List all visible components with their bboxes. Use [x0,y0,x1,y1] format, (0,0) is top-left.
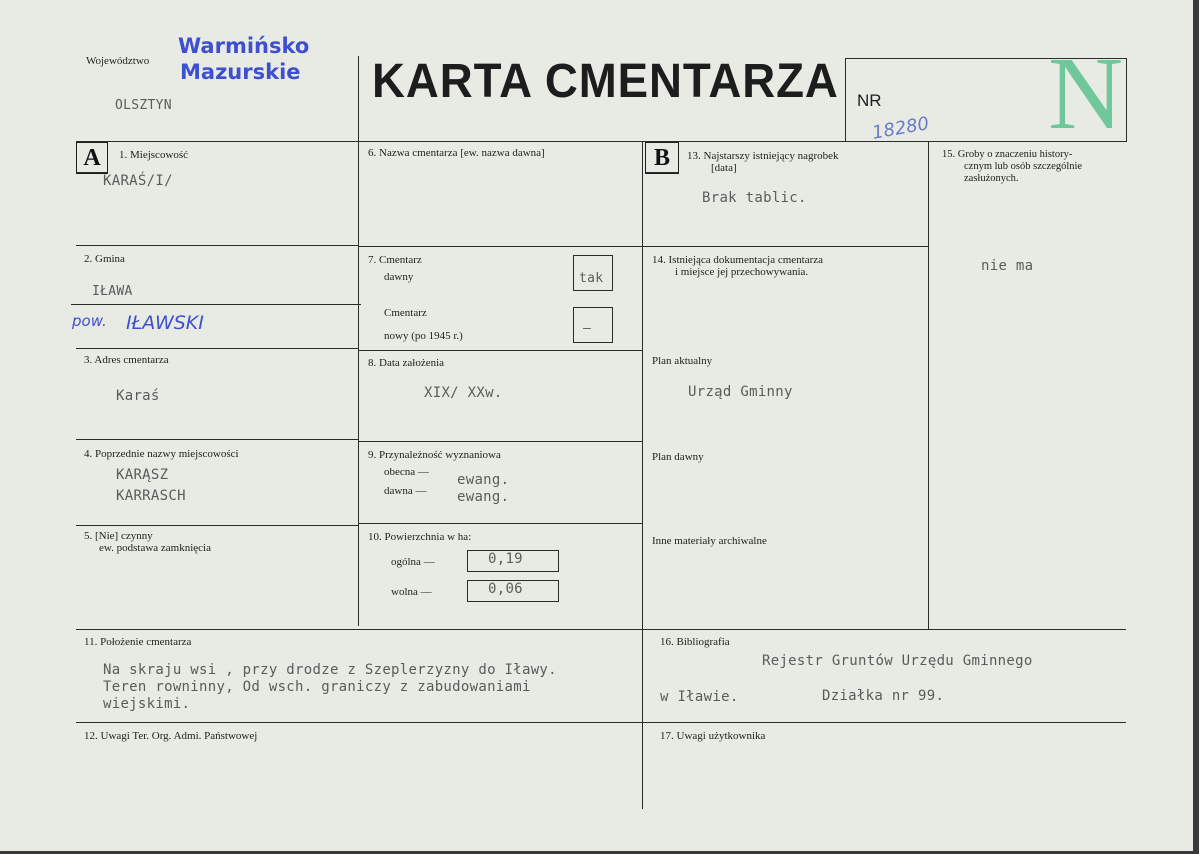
field1-label: 1. Miejscowość [119,149,189,161]
row-line-c1-1 [76,245,358,246]
row-line-c2-1 [358,246,642,247]
field7-label-b2: nowy (po 1945 r.) [384,330,463,342]
field15-label3: zasłużonych. [964,173,1019,184]
field5-label1: 5. [Nie] czynny [84,530,153,542]
row-line-c2-2 [358,350,642,351]
plan-dawny-label: Plan dawny [652,451,704,463]
field9-dawna-value: ewang. [457,489,510,505]
row-line-c1-3 [76,348,358,349]
field10-ogolna-value: 0,19 [488,551,523,567]
field10-ogolna-label: ogólna — [391,556,435,568]
header-divider [76,141,1126,142]
field17-label: 17. Uwagi użytkownika [660,730,766,742]
field13-value: Brak tablic. [702,190,807,206]
field2-pow-prefix: pow. [72,312,107,330]
row-line-c3-1 [642,246,928,247]
row-line-c2-4 [358,523,642,524]
field11-label: 11. Położenie cmentarza [84,636,192,648]
field13-label2: [data] [711,162,737,174]
field2-pow-value: IŁAWSKI [126,312,204,334]
field7-box-b [573,307,613,343]
field7-box-b-value: — [583,321,592,336]
field7-label-a2: dawny [384,271,414,283]
field11-line2: Teren rowninny, Od wsch. graniczy z zabudowaniami [103,679,531,695]
field7-box-a-value: tak [579,271,604,286]
field15-value: nie ma [981,258,1034,274]
field12-label: 12. Uwagi Ter. Org. Admi. Państwowej [84,730,258,742]
stamp-line1: Warmińsko [178,34,310,58]
field9-label: 9. Przynależność wyznaniowa [368,449,501,461]
field1-value: KARAŚ/I/ [103,173,173,189]
nr-letter: N [1048,36,1124,151]
col-divider-1 [358,56,359,626]
nr-box-right [1126,58,1127,142]
col-divider-2 [642,141,643,809]
field7-label-a1: 7. Cmentarz [368,254,422,266]
section-b-letter: B [645,142,679,174]
section-b-underline [645,172,679,173]
field10-wolna-box [467,580,559,602]
field16-line1: Rejestr Gruntów Urzędu Gminnego [762,653,1033,669]
field15-label1: 15. Groby o znaczeniu history- [942,149,1073,160]
row-line-c1-2 [71,304,361,305]
field10-label: 10. Powierzchnia w ha: [368,531,472,543]
card-edge-right [1193,0,1199,854]
field11-line1: Na skraju wsi , przy drodze z Szeplerzyzny do Iławy. [103,662,557,678]
stamp-line2: Mazurskie [180,60,301,84]
row-line-c2-3 [358,441,642,442]
field4-label: 4. Poprzednie nazwy miejscowości [84,448,239,460]
field3-label: 3. Adres cmentarza [84,354,169,366]
field7-label-b1: Cmentarz [384,307,427,319]
field16-line2b: Działka nr 99. [822,688,945,704]
inne-materialy-label: Inne materiały archiwalne [652,535,767,547]
field5-label2: ew. podstawa zamknięcia [99,542,211,554]
lower-divider-1 [76,629,1126,630]
field2-label: 2. Gmina [84,253,125,265]
nr-box-left [845,58,846,142]
field7-box-a [573,255,613,291]
card-title: KARTA CMENTARZA [372,55,839,108]
field4-value1: KARĄSZ [116,467,169,483]
nr-handwritten: 18280 [870,113,931,144]
field9-obecna-label: obecna — [384,466,429,478]
field13-label1: 13. Najstarszy istniejący nagrobek [687,150,839,162]
col-divider-3 [928,141,929,629]
field3-value: Karaś [116,388,160,404]
field9-obecna-value: ewang. [457,472,510,488]
field10-wolna-value: 0,06 [488,581,523,597]
field16-label: 16. Bibliografia [660,636,730,648]
field6-label: 6. Nazwa cmentarza [ew. nazwa dawna] [368,147,545,159]
field8-value: XIX/ XXw. [424,385,503,401]
field14-label2: i miejsce jej przechowywania. [675,266,809,278]
field11-line3: wiejskimi. [103,696,191,712]
field15-label2: cznym lub osób szczególnie [964,161,1083,172]
section-a-letter: A [76,142,108,174]
field16-line2a: w Iławie. [660,689,739,705]
row-line-c1-4 [76,439,358,440]
field10-ogolna-box [467,550,559,572]
plan-aktualny-label: Plan aktualny [652,355,713,367]
field8-label: 8. Data założenia [368,357,445,369]
field14-label1: 14. Istniejąca dokumentacja cmentarza [652,254,824,266]
row-line-c1-5 [76,525,358,526]
field4-value2: KARRASCH [116,488,186,504]
city-value: OLSZTYN [115,98,172,113]
field2-value: IŁAWA [92,284,133,299]
plan-aktualny-value: Urząd Gminny [688,384,793,400]
nr-label: NR [857,91,882,110]
wojewodztwo-label: Województwo [86,55,150,67]
field9-dawna-label: dawna — [384,485,427,497]
field10-wolna-label: wolna — [391,586,432,598]
lower-divider-2 [76,722,1126,723]
